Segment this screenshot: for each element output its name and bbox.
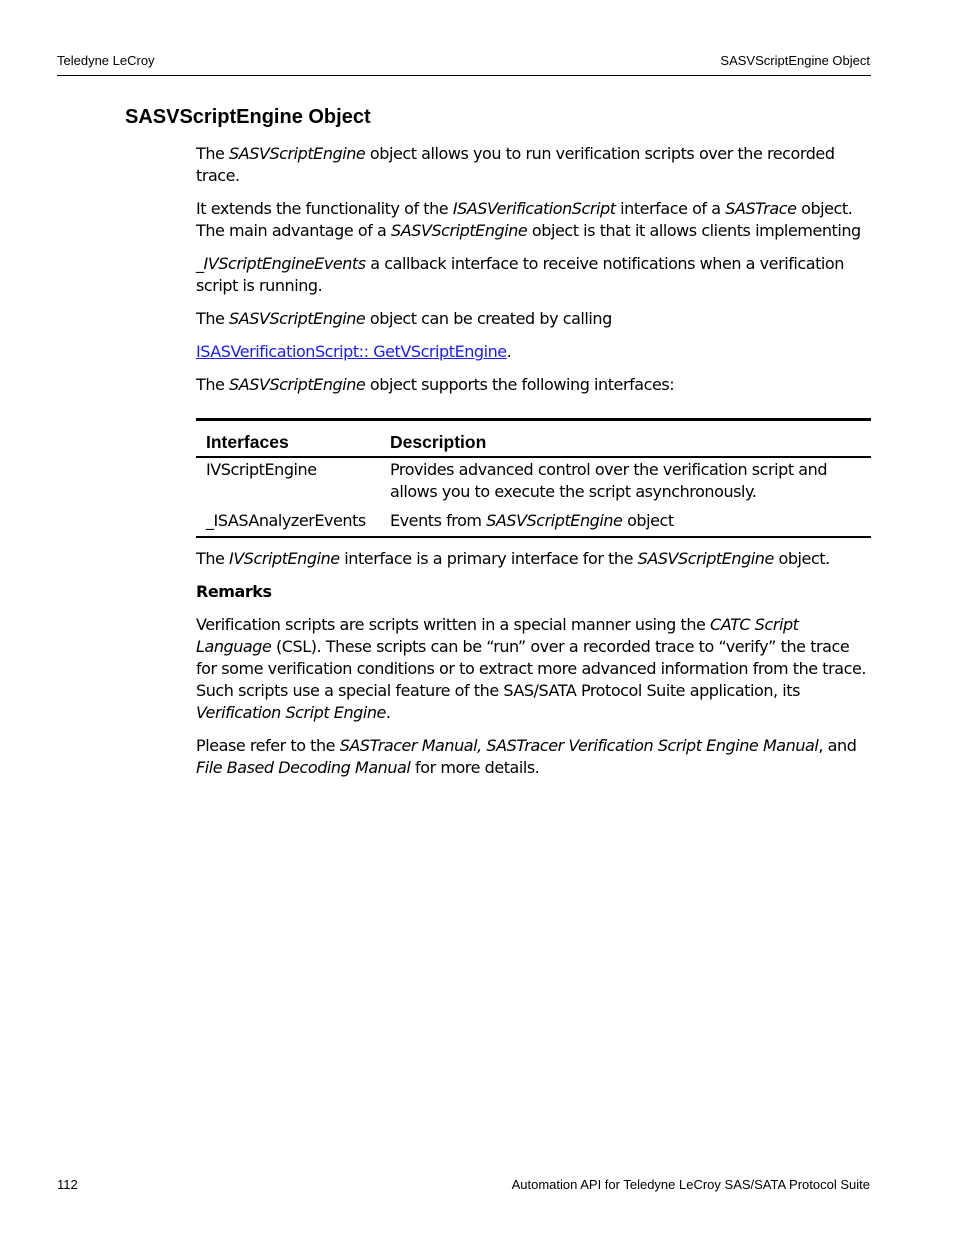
italic-term: _IVScriptEngineEvents [196,254,366,273]
text: . [506,342,512,361]
italic-term: SASVScriptEngine [391,221,528,240]
running-header-right: SASVScriptEngine Object [720,53,870,68]
text: . [385,703,391,722]
text: The [196,549,230,568]
text: Provides advanced control over the verification script and allows you to execute the script asynchronously. [390,460,828,501]
italic-term: Verification Script Engine [196,703,386,722]
interface-name: IVScriptEngine [206,460,317,479]
italic-term: File Based Decoding Manual [196,758,411,777]
text: Events from [390,511,487,530]
italic-term: SASTrace [725,199,797,218]
running-footer: Automation API for Teledyne LeCroy SAS/SATA Protocol Suite [511,1177,870,1192]
text: object. [773,549,830,568]
text: object can be created by calling [365,309,612,328]
paragraph-refer [196,735,871,779]
interface-name: _ISASAnalyzerEvents [196,509,380,537]
text: It extends the functionality of the [196,199,453,218]
text: The [196,144,230,163]
paragraph-created-by [196,308,871,330]
paragraph-supports [196,374,871,396]
running-header-left: Teledyne LeCroy [57,53,155,68]
column-header-description: Description [380,420,871,458]
paragraph-extends [196,198,871,242]
section-title: SASVScriptEngine Object [125,106,371,128]
italic-term: SASVScriptEngine [229,144,366,163]
section-body [196,143,871,790]
interfaces-table [196,418,871,538]
paragraph-primary-interface [196,548,871,570]
text: The [196,375,230,394]
interface-description [380,457,871,509]
text: Verification scripts are scripts written in a special manner using the [196,615,711,634]
italic-term: SASVScriptEngine [229,309,366,328]
paragraph-link [196,341,871,363]
table-header-row [196,420,871,458]
text: The [196,309,230,328]
page-number: 112 [57,1177,78,1192]
remarks-heading: Remarks [196,582,272,601]
text: (CSL). These scripts can be “run” over a recorded trace to “verify” the trace for some verification conditions or to extract more advanced information from the trace. Such scripts use a special feature of the SAS/SATA Protocol Suite application, its [196,637,866,700]
interface-description [380,509,871,537]
italic-term: SASVScriptEngine [486,511,623,530]
text: object allows you to run verification scripts over the recorded trace. [196,144,835,185]
text: Please refer to the [196,736,340,755]
text: interface is a primary interface for the [339,549,638,568]
italic-term: CATC Script Language [196,615,799,656]
text: object. The main advantage of a [196,199,853,240]
text: object supports the following interfaces: [365,375,675,394]
italic-term: SASVScriptEngine [637,549,774,568]
italic-term: ISASVerificationScript [452,199,616,218]
paragraph-intro [196,143,871,187]
paragraph-callback [196,253,871,297]
italic-term: IVScriptEngine [229,549,340,568]
italic-term: SASTracer Manual, SASTracer Verification Script Engine Manual [339,736,819,755]
paragraph-remarks [196,614,871,724]
text: for more details. [410,758,540,777]
column-header-interfaces: Interfaces [196,420,380,458]
table-row [196,509,871,537]
text: , and [818,736,857,755]
text: object is that it allows clients implementing [527,221,861,240]
text: interface of a [615,199,726,218]
table-row [196,457,871,509]
text: object [622,511,674,530]
getvscriptengine-link[interactable]: ISASVerificationScript:: GetVScriptEngine [196,342,507,361]
header-rule [57,75,871,76]
text: a callback interface to receive notifications when a verification script is running. [196,254,844,295]
italic-term: SASVScriptEngine [229,375,366,394]
